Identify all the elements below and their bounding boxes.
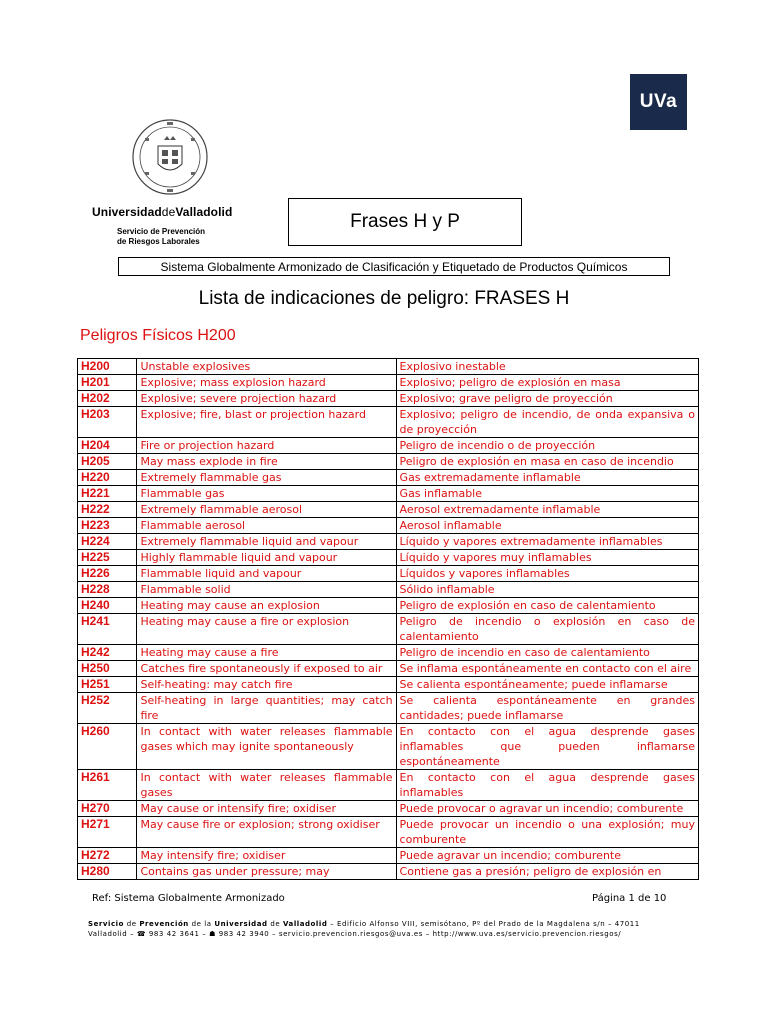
hazard-code: H223: [78, 518, 137, 534]
hazard-english: Fire or projection hazard: [137, 438, 396, 454]
table-row: [78, 693, 699, 724]
university-name: UniversidaddeValladolid: [92, 205, 233, 219]
hazard-spanish: Explosivo; peligro de explosión en masa: [396, 375, 698, 391]
hazard-english: Flammable aerosol: [137, 518, 396, 534]
hazard-english: Contains gas under pressure; may: [137, 864, 396, 880]
hazard-english: Flammable gas: [137, 486, 396, 502]
hazard-code: H204: [78, 438, 137, 454]
hazard-spanish: Gas extremadamente inflamable: [396, 470, 698, 486]
table-row: [78, 486, 699, 502]
table-row: [78, 518, 699, 534]
table-row: [78, 848, 699, 864]
hazard-code: H270: [78, 801, 137, 817]
table-row: [78, 375, 699, 391]
hazard-code: H202: [78, 391, 137, 407]
table-row: [78, 550, 699, 566]
hazard-spanish: Sólido inflamable: [396, 582, 698, 598]
hazard-english: Highly flammable liquid and vapour: [137, 550, 396, 566]
hazard-code: H242: [78, 645, 137, 661]
service-name: Servicio de Prevención de Riesgos Laborales: [117, 227, 206, 246]
hazard-english: In contact with water releases flammable gases: [137, 770, 396, 801]
table-row: [78, 598, 699, 614]
ghs-banner: Sistema Globalmente Armonizado de Clasificación y Etiquetado de Productos Químicos: [118, 257, 670, 276]
hazard-english: In contact with water releases flammable gases which may ignite spontaneously: [137, 724, 396, 770]
hazard-english: Extremely flammable liquid and vapour: [137, 534, 396, 550]
hazard-spanish: Explosivo inestable: [396, 359, 698, 375]
hazard-spanish: Explosivo; grave peligro de proyección: [396, 391, 698, 407]
hazard-spanish: Peligro de explosión en masa en caso de incendio: [396, 454, 698, 470]
document-title: Frases H y P: [288, 198, 522, 246]
hazard-english: Heating may cause a fire or explosion: [137, 614, 396, 645]
hazard-spanish: Gas inflamable: [396, 486, 698, 502]
hazard-code: H205: [78, 454, 137, 470]
table-row: [78, 502, 699, 518]
hazard-code: H228: [78, 582, 137, 598]
hazard-code: H280: [78, 864, 137, 880]
table-row: [78, 645, 699, 661]
address-footer: Servicio de Prevención de la Universidad de Valladolid – Edificio Alfonso VIII, semisótano, Pº del Prado de la Magdalena s/n – 47011 Valladolid – ☎ 983 42 3641 – ☗ 983 42 3940 – servicio.prevencion.riesgos@uva.es – http://www.uva.es/servicio.prevencion.riesgos/: [88, 920, 640, 938]
hazard-english: May mass explode in fire: [137, 454, 396, 470]
hazard-code: H200: [78, 359, 137, 375]
page-number: Página 1 de 10: [592, 893, 667, 904]
hazard-statements-table: [77, 358, 699, 880]
table-row: [78, 407, 699, 438]
hazard-spanish: Aerosol extremadamente inflamable: [396, 502, 698, 518]
table-row: [78, 724, 699, 770]
list-title: Lista de indicaciones de peligro: FRASES H: [198, 288, 570, 309]
table-row: [78, 359, 699, 375]
hazard-code: H261: [78, 770, 137, 801]
table-row: [78, 677, 699, 693]
table-row: [78, 801, 699, 817]
hazard-code: H241: [78, 614, 137, 645]
hazard-spanish: Explosivo; peligro de incendio, de onda expansiva o de proyección: [396, 407, 698, 438]
table-row: [78, 661, 699, 677]
hazard-code: H203: [78, 407, 137, 438]
university-seal-icon: [131, 118, 209, 196]
hazard-english: Flammable liquid and vapour: [137, 566, 396, 582]
hazard-spanish: Peligro de incendio o explosión en caso de calentamiento: [396, 614, 698, 645]
hazard-spanish: Líquidos y vapores inflamables: [396, 566, 698, 582]
hazard-spanish: Puede agravar un incendio; comburente: [396, 848, 698, 864]
table-row: [78, 438, 699, 454]
hazard-code: H201: [78, 375, 137, 391]
table-row: [78, 454, 699, 470]
hazard-spanish: Puede provocar o agravar un incendio; comburente: [396, 801, 698, 817]
hazard-spanish: Puede provocar un incendio o una explosión; muy comburente: [396, 817, 698, 848]
table-row: [78, 864, 699, 880]
hazard-spanish: Peligro de incendio en caso de calentamiento: [396, 645, 698, 661]
hazard-english: Explosive; severe projection hazard: [137, 391, 396, 407]
hazard-spanish: Peligro de incendio o de proyección: [396, 438, 698, 454]
hazard-code: H226: [78, 566, 137, 582]
hazard-english: May cause fire or explosion; strong oxidiser: [137, 817, 396, 848]
hazard-english: Heating may cause a fire: [137, 645, 396, 661]
hazard-spanish: Líquido y vapores muy inflamables: [396, 550, 698, 566]
hazard-code: H260: [78, 724, 137, 770]
hazard-english: Explosive; mass explosion hazard: [137, 375, 396, 391]
uva-logo-badge: UVa: [630, 74, 687, 130]
hazard-english: Flammable solid: [137, 582, 396, 598]
table-row: [78, 534, 699, 550]
hazard-code: H225: [78, 550, 137, 566]
hazard-english: Extremely flammable aerosol: [137, 502, 396, 518]
hazard-spanish: Se calienta espontáneamente en grandes cantidades; puede inflamarse: [396, 693, 698, 724]
hazard-code: H220: [78, 470, 137, 486]
hazard-english: May intensify fire; oxidiser: [137, 848, 396, 864]
hazard-spanish: Contiene gas a presión; peligro de explosión en: [396, 864, 698, 880]
hazard-spanish: Peligro de explosión en caso de calentamiento: [396, 598, 698, 614]
hazard-english: Catches fire spontaneously if exposed to air: [137, 661, 396, 677]
hazard-code: H271: [78, 817, 137, 848]
hazard-english: Unstable explosives: [137, 359, 396, 375]
hazard-code: H221: [78, 486, 137, 502]
hazard-english: May cause or intensify fire; oxidiser: [137, 801, 396, 817]
hazard-spanish: Aerosol inflamable: [396, 518, 698, 534]
hazard-english: Self-heating: may catch fire: [137, 677, 396, 693]
section-title: Peligros Físicos H200: [80, 327, 236, 344]
hazard-code: H240: [78, 598, 137, 614]
hazard-code: H250: [78, 661, 137, 677]
footer-reference: Ref: Sistema Globalmente Armonizado: [92, 893, 285, 904]
hazard-spanish: Se calienta espontáneamente; puede inflamarse: [396, 677, 698, 693]
table-row: [78, 566, 699, 582]
hazard-code: H222: [78, 502, 137, 518]
hazard-spanish: Líquido y vapores extremadamente inflamables: [396, 534, 698, 550]
hazard-spanish: Se inflama espontáneamente en contacto con el aire: [396, 661, 698, 677]
hazard-english: Explosive; fire, blast or projection hazard: [137, 407, 396, 438]
table-row: [78, 817, 699, 848]
table-row: [78, 614, 699, 645]
hazard-english: Self-heating in large quantities; may catch fire: [137, 693, 396, 724]
table-row: [78, 582, 699, 598]
hazard-english: Extremely flammable gas: [137, 470, 396, 486]
hazard-spanish: En contacto con el agua desprende gases inflamables: [396, 770, 698, 801]
hazard-spanish: En contacto con el agua desprende gases inflamables que pueden inflamarse espontáneamente: [396, 724, 698, 770]
table-row: [78, 470, 699, 486]
hazard-code: H251: [78, 677, 137, 693]
hazard-code: H224: [78, 534, 137, 550]
hazard-english: Heating may cause an explosion: [137, 598, 396, 614]
hazard-code: H252: [78, 693, 137, 724]
hazard-code: H272: [78, 848, 137, 864]
table-row: [78, 391, 699, 407]
table-row: [78, 770, 699, 801]
